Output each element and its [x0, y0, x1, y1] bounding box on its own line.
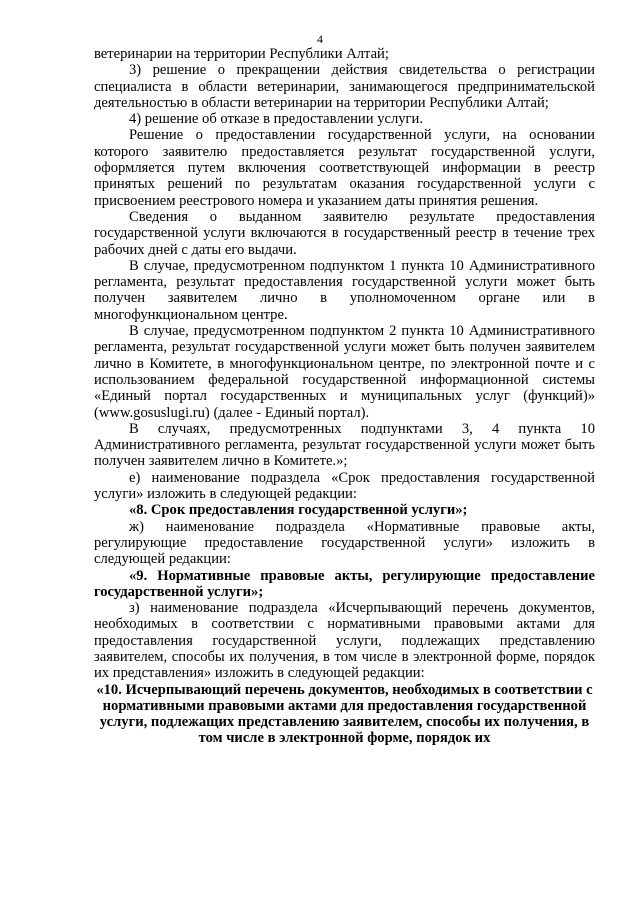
paragraph-case-1: В случае, предусмотренном подпунктом 1 пункта 10 Административного регламента, результат предоставления государственной услуги может быть получен заявителем лично в уполномоченном органе или в многофункциональном центре. — [94, 257, 595, 323]
paragraph-case-2: В случае, предусмотренном подпунктом 2 пункта 10 Административного регламента, результат государственной услуги может быть получен заявителем лично в Комитете, в многофункциональном центре, по электронной почте и с использованием федеральной государственной информационной системы «Единый портал государственных и муниципальных услуг (функций)» (www.gosuslugi.ru) (далее - Единый портал). — [94, 323, 595, 421]
paragraph-amendment-zh: ж) наименование подраздела «Нормативные правовые акты, регулирующие предоставление государственной услуги» изложить в следующей редакции: — [94, 518, 595, 568]
paragraph-decision: Решение о предоставлении государственной услуги, на основании которого заявителю предоставляется результат государственной услуги, оформляется путем включения соответствующей информации в реестр принятых решений по результатам оказания государственной услуги с присвоением реестрового номера и указанием даты принятия решения. — [94, 127, 595, 209]
heading-section-10: «10. Исчерпывающий перечень документов, необходимых в соответствии с нормативными правовыми актами для предоставления государственной услуги, подлежащих представлению заявителем, способы их получения, в том числе в электронной форме, порядок их — [96, 681, 593, 747]
heading-section-9: «9. Нормативные правовые акты, регулирующие предоставление государственной услуги»; — [94, 567, 595, 600]
paragraph-amendment-e: е) наименование подраздела «Срок предоставления государственной услуги» изложить в следующей редакции: — [94, 469, 595, 503]
paragraph-cases-3-4: В случаях, предусмотренных подпунктами 3, 4 пункта 10 Административного регламента, результат государственной услуги может быть получен заявителем лично в Комитете.»; — [94, 420, 595, 470]
paragraph-amendment-z: з) наименование подраздела «Исчерпывающий перечень документов, необходимых в соответствии с нормативными правовыми актами для предоставления государственной услуги, подлежащих представлению заявителем, способы их получения, в том числе в электронной форме, порядок их представления» изложить в следующей редакции: — [94, 600, 595, 682]
paragraph-item-3: 3) решение о прекращении действия свидетельства о регистрации специалиста в области ветеринарии, занимающегося предпринимательской деятельностью в области ветеринарии на территории Республики Алтай; — [94, 62, 595, 111]
paragraph-registry-info: Сведения о выданном заявителю результате предоставления государственной услуги включаются в государственный реестр в течение трех рабочих дней с даты его выдачи. — [94, 208, 595, 258]
paragraph-continuation: ветеринарии на территории Республики Алтай; — [94, 46, 389, 62]
page-number: 4 — [317, 32, 323, 46]
document-body — [94, 46, 595, 747]
paragraph-item-4: 4) решение об отказе в предоставлении услуги. — [129, 111, 423, 128]
heading-section-8: «8. Срок предоставления государственной услуги»; — [129, 502, 468, 519]
